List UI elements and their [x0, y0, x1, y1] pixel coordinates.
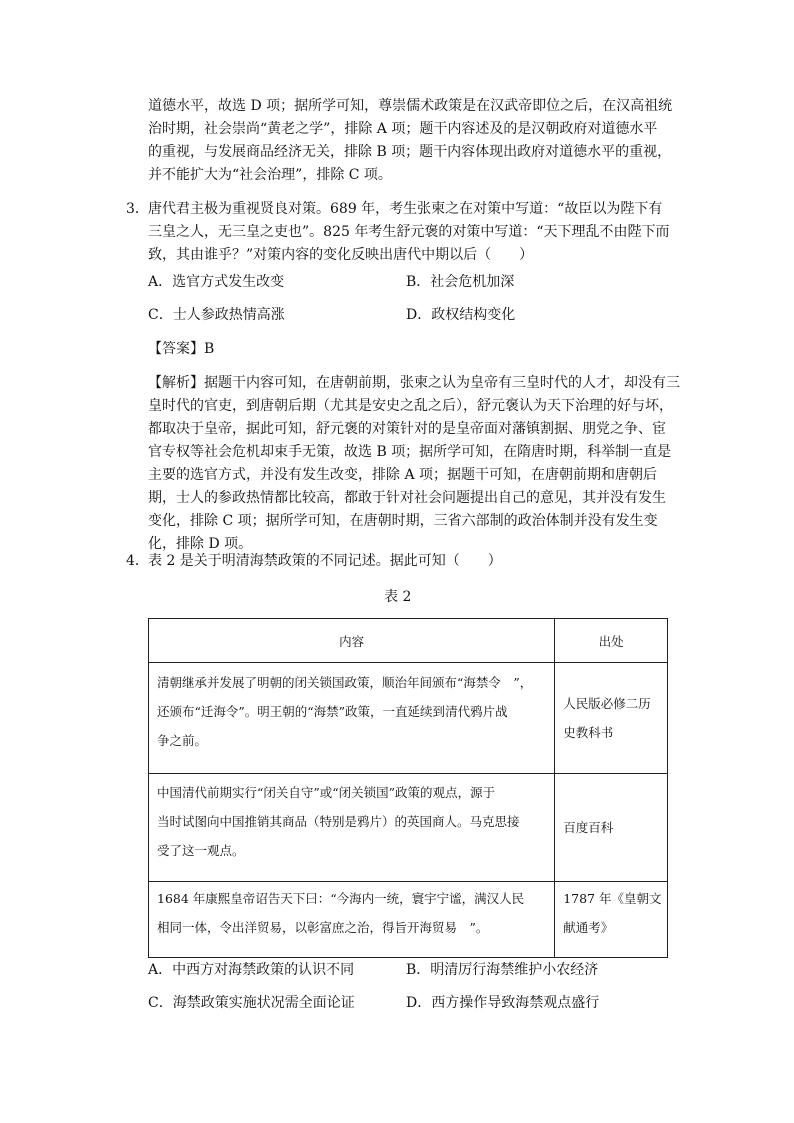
q3-analysis-line-3: 都取决于皇帝，据此可知，舒元褒的对策针对的是皇帝面对藩镇割据、朋党之争、宦 — [148, 421, 666, 437]
q4-option-a: A．中西方对海禁政策的认识不同 — [148, 962, 355, 978]
row3-content-line: 1684 年康熙皇帝诏告天下曰：“今海内一统，寰宇宁谧，满汉人民 — [157, 891, 525, 906]
row3-source-line: 献通考》 — [563, 920, 614, 935]
prev-explanation-line-1: 道德水平，故选 D 项；据所学可知，尊崇儒术政策是在汉武帝即位之后，在汉高祖统 — [148, 98, 673, 114]
q4-number: 4． — [126, 553, 149, 569]
row1-content-line: 还颁布“迁海令”。明王朝的“海禁”政策，一直延续到清代鸦片战 — [157, 704, 508, 719]
q3-analysis-line-2: 皇时代的官吏，到唐朝后期（尤其是安史之乱之后），舒元褒认为天下治理的好与坏， — [148, 398, 673, 414]
row2-source-line: 百度百科 — [563, 819, 614, 835]
row3-source-line: 1787 年《皇朝文 — [563, 891, 662, 906]
table-2 — [148, 618, 668, 958]
q3-option-d: D．政权结构变化 — [406, 307, 516, 323]
row1-source — [555, 663, 668, 774]
table-header-content — [149, 619, 555, 663]
row3-content — [149, 882, 555, 958]
q3-analysis-line-1: 【解析】据题干内容可知，在唐朝前期，张柬之认为皇帝有三皇时代的人才，却没有三 — [148, 375, 680, 391]
q3-analysis-line-4: 官专权等社会危机却束手无策，故选 B 项；据所学可知，在隋唐时期，科举制一直是 — [148, 444, 672, 460]
table-row — [149, 774, 668, 882]
q3-option-b: B．社会危机加深 — [406, 274, 515, 290]
row2-content-line: 当时试图向中国推销其商品（特别是鸦片）的英国商人。马克思接 — [157, 814, 520, 829]
prev-explanation-line-3: 的重视，与发展商品经济无关，排除 B 项；题干内容体现出政府对道德水平的重视， — [148, 144, 672, 160]
row1-source-line: 史教科书 — [563, 724, 614, 740]
q3-analysis-line-6: 期，士人的参政热情都比较高，都敢于针对社会问题提出自己的意见，其并没有发生 — [148, 490, 666, 506]
q3-analysis-line-5: 主要的选官方式，并没有发生改变，排除 A 项；据题干可知，在唐朝前期和唐朝后 — [148, 467, 658, 483]
row2-source — [555, 774, 668, 882]
table-header-source — [555, 619, 668, 663]
q3-stem-line-2: 三皇之人，无三皇之吏也”。825 年考生舒元褒的对策中写道：“天下理乱不由陛下而 — [148, 224, 670, 240]
table-row — [149, 882, 668, 958]
q3-option-a: A．选官方式发生改变 — [148, 274, 285, 290]
q4-option-c: C．海禁政策实施状况需全面论证 — [148, 995, 355, 1011]
table-caption: 表 2 — [384, 589, 412, 605]
q3-stem-line-3: 致，其由谁乎？”对策内容的变化反映出唐代中期以后（ ） — [148, 247, 534, 263]
row3-source — [555, 882, 668, 958]
q3-answer: 【答案】B — [148, 341, 215, 357]
q3-analysis-line-8: 化，排除 D 项。 — [148, 536, 253, 552]
row2-content-line: 受了这一观点。 — [157, 843, 245, 858]
table-row — [149, 663, 668, 774]
q3-stem-line-1: 唐代君主极为重视贤良对策。689 年，考生张柬之在对策中写道：“故臣以为陛下有 — [148, 201, 663, 217]
header-content-label: 内容 — [339, 633, 365, 649]
q4-option-b: B．明清厉行海禁维护小农经济 — [406, 962, 599, 978]
row1-content-line: 清朝继承并发展了明朝的闭关锁国政策，顺治年间颁布“海禁令 ”， — [157, 675, 533, 690]
q4-stem: 表 2 是关于明清海禁政策的不同记述。据此可知（ ） — [148, 553, 502, 569]
row1-content-line: 争之前。 — [157, 733, 208, 748]
q3-number: 3． — [126, 201, 149, 217]
header-source-label: 出处 — [598, 633, 624, 649]
row1-source-line: 人民版必修二历 — [563, 695, 651, 711]
prev-explanation-line-4: 并不能扩大为“社会治理”，排除 C 项。 — [148, 167, 392, 183]
row2-content-line: 中国清代前期实行“闭关自守”或“闭关锁国”政策的观点，源于 — [157, 785, 496, 800]
row3-content-line: 相同一体，令出洋贸易，以彰富庶之治，得旨开海贸易 ”。 — [157, 920, 489, 935]
q3-option-c: C．士人参政热情高涨 — [148, 307, 285, 323]
row2-content — [149, 774, 555, 882]
q4-option-d: D．西方操作导致海禁观点盛行 — [406, 995, 600, 1011]
table-header-row — [149, 619, 668, 663]
q3-analysis-line-7: 变化，排除 C 项；据所学可知，在唐朝时期，三省六部制的政治体制并没有发生变 — [148, 513, 658, 529]
row1-content — [149, 663, 555, 774]
prev-explanation-line-2: 治时期，社会崇尚“黄老之学”，排除 A 项；题干内容述及的是汉朝政府对道德水平 — [148, 121, 658, 137]
